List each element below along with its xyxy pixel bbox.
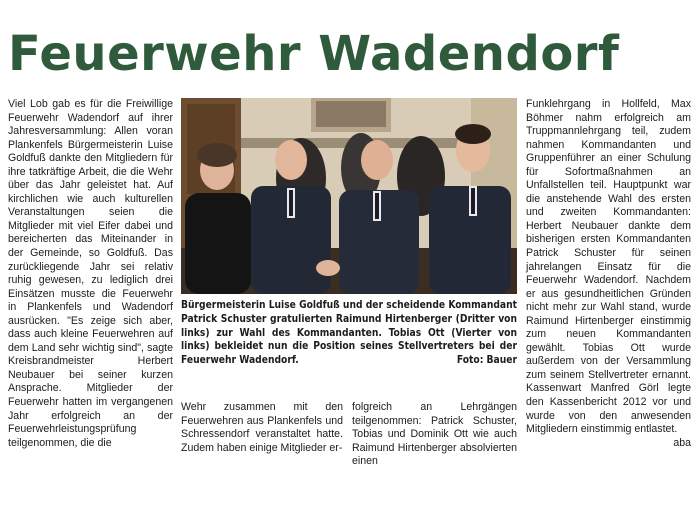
author-initials: aba — [673, 436, 691, 449]
article-text — [526, 98, 691, 449]
article-text: Wehr zusammen mit den Feuerwehren aus Plankenfels und Schressendorf veranstaltet hatte. Zudem haben einige Mitglieder er- — [181, 401, 343, 454]
photo-caption — [181, 299, 517, 368]
article-column-2 — [181, 401, 343, 455]
photo-illustration — [181, 98, 517, 294]
article-column-1 — [8, 98, 173, 450]
article-text-body: Funklehrgang in Hollfeld, Max Böhmer nahm erfolgreich am Truppmannlehrgang teil, zudem nahmen Kommandanten und Gruppenführer an einer Schulung für Sofortmaßnahmen an Unfallstellen teil. Hauptpunkt war die anstehende Wahl des ersten und zweiten Kommandanten: Herbert Neubauer dankte dem bisherigen ersten Kommandanten Patrick Schuster für seinen jahrelangen Einsatz für die Feuerwehr Wadendorf. Nachdem er aus gesundheitlichen Gründen nicht mehr zur Wahl stand, wurde Raimund Hirtenberger einstimmig zum neuen Kommandanten gewählt. Tobias Ott wurde außerdem von der Versammlung zum seinem Stellvertreter ernannt. Kassenwart Manfred Görl legte den Kassenbericht 2012 vor und wurde von den anwesenden Mitgliedern einstimmig entlastet. — [526, 98, 691, 436]
article-headline: Feuerwehr Wadendorf — [8, 26, 620, 82]
article-column-4 — [526, 98, 691, 450]
article-column-3 — [352, 401, 517, 469]
article-text: Viel Lob gab es für die Freiwillige Feuerwehr Wadendorf auf ihrer Jahresversammlung: Allen voran Plankenfels Bürgermeisterin Luise Goldfuß dankte den Mitgliedern für ihre tatkräftige Arbeit, die die Wehr über das Jahr geleistet hat. Auf kirchlichen wie auch kulturellen Veranstaltungen seien die Mitglieder mit viel Eifer dabei und bereicherten das Miteinander in der Gemeinde, so Goldfuß. Das zurückliegende Jahr sei relativ ruhig gewesen, zu lediglich drei Einsätzen musste die Feuerwehr in Plankenfels und Wadendorf ausrücken. "Es zeige sich aber, dass auch kleine Feuerwehren auf dem Land sehr wichtig sind", sagte Kreisbrandmeister Herbert Neubauer bei seiner kurzen Ansprache. Mitglieder der Feuerwehr hatten im vergangenen Jahr erfolgreich an der Feuerwehrleistungsprüfung teilgenommen, die die — [8, 98, 173, 449]
caption-text: Bürgermeisterin Luise Goldfuß und der scheidende Kommandant Patrick Schuster gratulierten Raimund Hirtenberger (Dritter von links) zur Wahl des Kommandanten. Tobias Ott (Vierter von links) bekleidet nun die Position seines Stellvertreters bei der Feuerwehr Wadendorf. — [181, 300, 517, 367]
photo-credit: Foto: Bauer — [456, 355, 517, 367]
article-photo — [181, 98, 517, 294]
article-text: folgreich an Lehrgängen teilgenommen: Patrick Schuster, Tobias und Dominik Ott wie auch Raimund Hirtenberger absolvierten einen — [352, 401, 517, 468]
